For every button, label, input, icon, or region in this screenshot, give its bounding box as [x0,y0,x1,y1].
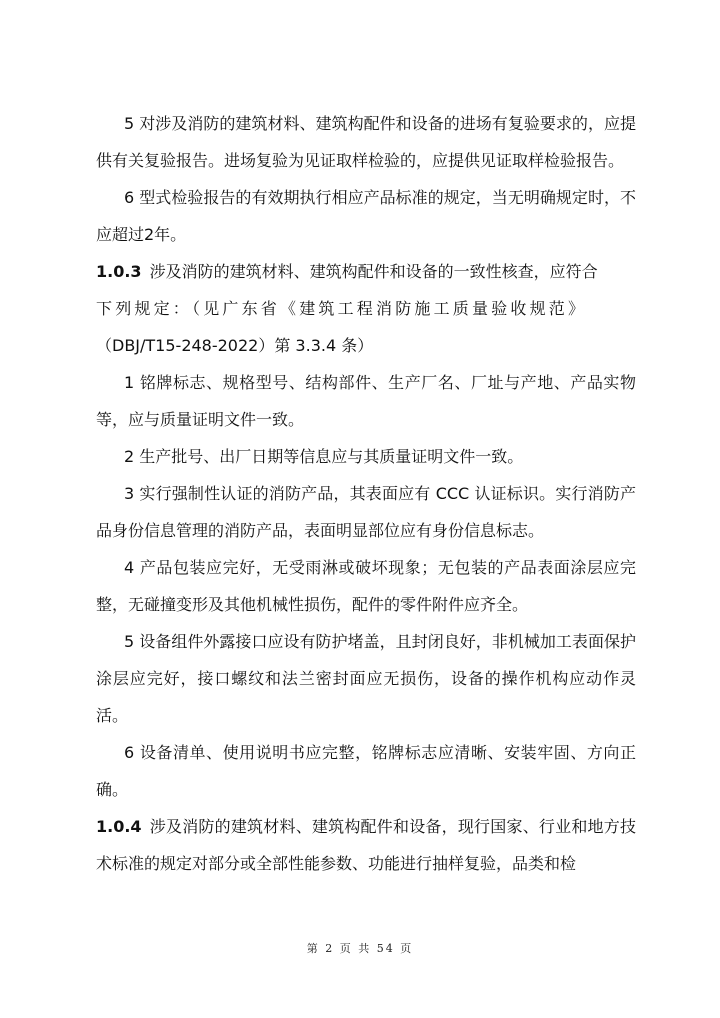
page-number-footer: 第 2 页 共 54 页 [306,942,414,955]
item-3-ccc-certification: 3 实行强制性认证的消防产品，其表面应有 CCC 认证标识。实行消防产品身份信息管理的消防产品，表面明显部位应有身份信息标志。 [96,484,636,540]
clause-1-0-3 [96,253,636,364]
clause-number: 1.0.3 [96,262,142,281]
item-6-equipment-list: 6 设备清单、使用说明书应完整，铭牌标志应清晰、安装牢固、方向正确。 [96,743,636,799]
clause-text-line1: 涉及消防的建筑材料、建筑构配件和设备的一致性核查，应符合 [149,262,598,281]
item-5-evidence-report: 5 对涉及消防的建筑材料、建筑构配件和设备的进场有复验要求的，应提供有关复验报告。进场复验为见证取样检验的，应提供见证取样检验报告。 [96,114,636,170]
clause-1-0-4 [96,808,636,882]
item-2-batch-number: 2 生产批号、出厂日期等信息应与其质量证明文件一致。 [124,447,524,466]
clause-text-line3: （DBJ/T15-248-2022）第 3.3.4 条） [96,336,374,355]
item-6-type-test-report: 6 型式检验报告的有效期执行相应产品标准的规定，当无明确规定时，不应超过2年。 [96,188,636,244]
clause-text: 涉及消防的建筑材料、建筑构配件和设备，现行国家、行业和地方技术标准的规定对部分或全部性能参数、功能进行抽样复验，品类和检 [96,817,636,873]
item-4-packaging: 4 产品包装应完好，无受雨淋或破坏现象；无包装的产品表面涂层应完整，无碰撞变形及其他机械性损伤，配件的零件附件应齐全。 [96,558,636,614]
clause-number: 1.0.4 [96,817,142,836]
item-5-exposed-interface: 5 设备组件外露接口应设有防护堵盖，且封闭良好，非机械加工表面保护涂层应完好，接口螺纹和法兰密封面应无损伤，设备的操作机构应动作灵活。 [96,632,636,725]
clause-text-line2: 下列规定：（见广东省《建筑工程消防施工质量验收规范》 [96,299,588,318]
document-body [96,105,636,882]
item-1-nameplate: 1 铭牌标志、规格型号、结构部件、生产厂名、厂址与产地、产品实物等，应与质量证明文件一致。 [96,373,636,429]
